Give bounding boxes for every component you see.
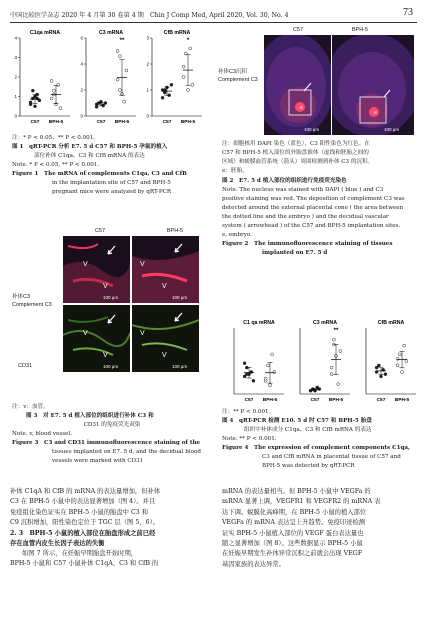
- fig3-row1-cn: 补体C3: [12, 294, 31, 300]
- data-point: [330, 373, 333, 376]
- data-point: [50, 97, 53, 100]
- data-point: [34, 105, 37, 108]
- data-point: [271, 353, 274, 356]
- y-tick-label: 0: [80, 113, 83, 119]
- data-point: [330, 366, 333, 369]
- data-point: [31, 89, 34, 92]
- fig3-row1-en: Complement C3: [12, 302, 52, 308]
- data-point: [50, 79, 53, 82]
- x-category-label: BPH-5: [394, 398, 410, 403]
- fig3-note-en: Note. v, blood vessel.: [12, 431, 72, 437]
- fig2-note-en-4: the dotted line and the embryo ) and the decidual vascular: [222, 214, 389, 220]
- fig4-caption-en-3: BPH-5 was detected by qRT-PCR: [262, 463, 355, 469]
- fig3-caption-en-1: Figure 3 C3 and CD31 immunofluorescence staining of the: [12, 440, 201, 446]
- y-tick-label: 6: [80, 35, 83, 41]
- fig2-note-en-5: system ( arrowhead ) of the C57 and BPH-5 implantation sites.: [222, 223, 401, 229]
- data-point: [29, 103, 32, 106]
- data-point: [189, 47, 192, 50]
- vessel-label: V: [140, 261, 145, 268]
- fig4-caption-cn-2: 组织中补体成分 C1qa、C3 和 CfB mRNA 的表达: [244, 427, 372, 433]
- body-left-line-3: 免疫组化染色证实在 BPH-5 小鼠的胎盘中 C3 和: [10, 508, 149, 516]
- x-category-label: BPH-5: [48, 120, 64, 125]
- x-category-label: C57: [162, 120, 172, 125]
- figure1-charts: [8, 28, 208, 133]
- y-tick-label: 1: [14, 94, 17, 100]
- data-point: [191, 83, 194, 86]
- fig2-scalebar-bph5: 100 μm: [384, 127, 400, 132]
- svg-text:e: e: [374, 110, 377, 116]
- header-rule: [10, 22, 417, 23]
- figure1-captions: [12, 134, 212, 197]
- data-point: [123, 100, 126, 103]
- fig3-caption-en-3: vessels were marked with CD31: [52, 458, 144, 464]
- data-point: [187, 89, 190, 92]
- y-tick-label: 4: [80, 61, 83, 67]
- body-left-line-2: C3 在 BPH-5 小鼠中的表达显著增加（图 4）。并且: [10, 498, 156, 506]
- body-left-line-6: BPH-5 小鼠和 C57 小鼠补体 C1qA、C3 和 CfB 的: [10, 560, 159, 568]
- y-tick-label: 1: [146, 87, 149, 93]
- fig2-note-en-3: detected around the external placental cone ( the area between: [222, 205, 404, 211]
- fig3-bph5-cd31: [132, 305, 199, 372]
- fig4-note-cn: 注：** P < 0.001。: [222, 409, 275, 415]
- data-point: [384, 373, 387, 376]
- data-point: [36, 97, 39, 100]
- fig1-caption-cn-2: 部位补体 C1qa、C3 和 CfB mRNA 的表达: [34, 153, 145, 159]
- data-point: [339, 350, 342, 353]
- data-point: [170, 83, 173, 86]
- data-point: [59, 107, 62, 110]
- fig2-note-cn-1: 注：细胞核用 DAPI 染色（蓝色），C3 阳性染色为红色。在: [222, 141, 370, 147]
- fig1-note-en: Note. * P < 0.05, ** P < 0.001.: [12, 162, 100, 168]
- x-category-label: BPH-5: [262, 398, 278, 403]
- fig3-note-cn: 注：v：血管。: [12, 404, 49, 410]
- data-point: [52, 89, 55, 92]
- data-point: [396, 364, 399, 367]
- fig2-note-cn-4: e：胚胎。: [222, 168, 248, 174]
- fig2-image-bph5: [332, 35, 414, 135]
- x-category-label: C57: [96, 120, 106, 125]
- y-tick-label: 2: [146, 61, 149, 67]
- x-category-label: BPH-5: [180, 120, 196, 125]
- body-right-column: [222, 487, 420, 570]
- fig2-caption-en-2: implanted on E7. 5 d: [262, 250, 328, 256]
- section-heading-line-1: 2. 3 BPH-5 小鼠的植入部位在胎盘形成之前已经: [10, 529, 156, 537]
- fig2-note-en-2: positive staining was red. The deposition of complement C3 was: [222, 196, 405, 202]
- fig1-caption-en-2: in the implantation site of C57 and BPH-5: [52, 180, 171, 186]
- fig2-note-cn-3: 区域）和蜕膜血管系统（箭头）周围检测到补体 C3 的沉积。: [222, 159, 374, 165]
- scale-bar-label: 100 μm: [103, 364, 119, 369]
- data-point: [403, 344, 406, 347]
- fig2-note-en-6: e, embryo.: [222, 232, 252, 238]
- fig2-row-label-cn: 补体C3沉积: [218, 69, 248, 75]
- fig2-note-cn-2: C57 和 BPH-5 植入部位的外胎盘锥体（虚线和胚胎之间的: [222, 150, 369, 156]
- data-point: [182, 65, 185, 68]
- figure4-charts: [222, 318, 422, 413]
- body-left-line-5: 如图 7 所示，在妊娠早期胎盘开始时期，: [22, 549, 138, 557]
- body-right-line-2: mRNA 显著上调，VEGFR1 和 VEGFR2 的 mRNA 表: [222, 498, 381, 506]
- x-category-label: C57: [310, 398, 320, 403]
- data-point: [118, 89, 121, 92]
- significance-marker: **: [333, 328, 339, 334]
- y-tick-label: 0: [14, 113, 17, 119]
- data-point: [337, 383, 340, 386]
- y-tick-label: 0: [146, 113, 149, 119]
- fig3-caption-en-2: tissues implanted on E7. 5 d, and the decidual blood: [52, 449, 201, 455]
- significance-marker: *: [186, 38, 190, 44]
- data-point: [318, 388, 321, 391]
- body-right-line-6: 随之显著增加（图 8）。这些数据显示 BPH-5 小鼠: [222, 540, 363, 548]
- fig4-caption-en-2: C3 and CfB mRNA in placental tissue of C57 and: [262, 454, 401, 460]
- body-right-line-7: 在妊娠早期发生补体异常沉积之前就会出现 VEGF: [222, 550, 363, 558]
- body-left-line-1: 补体 C1qA 和 CfB 的 mRNA 的表达量增加，但补体: [10, 488, 161, 495]
- x-category-label: BPH-5: [114, 120, 130, 125]
- data-point: [375, 366, 378, 369]
- data-point: [243, 362, 246, 365]
- fig4-caption-en-1: Figure 4 The expression of complement components C1qa,: [222, 445, 410, 451]
- data-point: [245, 373, 248, 376]
- body-right-line-8: 基因家族的表达异常。: [222, 560, 285, 568]
- fig4-caption-cn-1: 图 4 qRT-PCR 检测 E10. 5 d 时 C57 和 BPH-5 胎盘: [222, 418, 372, 424]
- chart-title: C1qa mRNA: [30, 30, 60, 36]
- fig2-col-c57: C57: [292, 27, 304, 33]
- vessel-label: V: [140, 330, 145, 337]
- data-point: [398, 353, 401, 356]
- body-right-line-1: mRNA 的表达量相当。但 BPH-5 小鼠中 VEGFa 的: [222, 488, 371, 495]
- data-point: [116, 50, 119, 53]
- y-tick-label: 3: [146, 35, 149, 41]
- body-right-line-4: VEGFa 的 mRNA 表达呈上升趋势。免疫印迹检测: [222, 519, 366, 527]
- data-point: [380, 375, 383, 378]
- data-point: [264, 377, 267, 380]
- data-point: [161, 96, 164, 99]
- data-point: [266, 364, 269, 367]
- scale-bar-label: 100 μm: [172, 364, 188, 369]
- fig2-row-label: [218, 68, 268, 84]
- data-point: [118, 55, 121, 58]
- data-point: [252, 379, 255, 382]
- fig3-col-c57: C57: [94, 228, 106, 234]
- y-tick-label: 4: [14, 35, 17, 41]
- y-tick-label: 2: [80, 87, 83, 93]
- chart-title: CfB mRNA: [377, 320, 405, 326]
- figure2-captions: [222, 140, 420, 258]
- data-point: [57, 83, 60, 86]
- vessel-label: V: [83, 330, 88, 337]
- body-right-line-5: 证实 BPH-5 小鼠植入部位的 VEGF 蛋白表达量也: [222, 529, 364, 537]
- running-header: [10, 8, 417, 22]
- figure4-captions: [222, 408, 422, 471]
- fig3-caption-cn-1: 图 3 对 E7. 5 d 植入部位的组织进行补体 C3 和: [26, 413, 154, 419]
- data-point: [401, 371, 404, 374]
- data-point: [125, 69, 128, 72]
- vessel-label: V: [103, 352, 108, 359]
- fig3-row1-label: [12, 293, 62, 309]
- x-category-label: C57: [30, 120, 40, 125]
- section-heading-line-2: 存在血管内皮生长因子表达的失衡: [10, 539, 105, 547]
- fig1-caption-en-3: pregnant mice were analyzed by qRT-PCR: [52, 189, 172, 195]
- fig1-caption-cn-1: 图 1 qRT-PCR 分析 E7. 5 d C57 和 BPH-5 孕鼠的植入: [12, 144, 168, 150]
- y-tick-label: 3: [14, 55, 17, 61]
- vessel-label: V: [162, 283, 167, 290]
- data-point: [95, 105, 98, 108]
- data-point: [405, 360, 408, 363]
- vessel-label: V: [162, 352, 167, 359]
- chart-title: C3 mRNA: [99, 30, 123, 36]
- data-point: [182, 76, 185, 79]
- fig2-image-c57: [264, 35, 331, 135]
- chart-title: C1 qa mRNA: [243, 320, 275, 326]
- x-category-label: C57: [376, 398, 386, 403]
- x-category-label: BPH-5: [328, 398, 344, 403]
- fig3-c57-c3: [63, 236, 130, 303]
- x-category-label: C57: [244, 398, 254, 403]
- body-left-column: [10, 487, 212, 569]
- data-point: [116, 78, 119, 81]
- journal-citation: 中国比较医学杂志 2020 年 4 月第 30 卷第 4 期 Chin J Comp Med, April 2020, Vol. 30, No. 4: [10, 12, 289, 19]
- body-left-line-4: C9 沉积增加，阳性染色定位于 TGC 层（图 5，6）。: [10, 519, 160, 527]
- fig3-bph5-c3: [132, 236, 199, 303]
- y-tick-label: 2: [14, 74, 17, 80]
- fig3-caption-cn-2: CD31 的免疫荧光双染: [83, 422, 141, 428]
- scale-bar-label: 100 μm: [103, 295, 119, 300]
- body-right-line-3: 达下调。蜕膜化高峰期，在 BPH-5 小鼠的植入部位: [222, 508, 367, 516]
- vessel-label: V: [83, 261, 88, 268]
- page-number: 73: [403, 7, 413, 18]
- figure3-captions: [12, 403, 212, 466]
- fig4-note-en: Note. ** P < 0.001.: [222, 436, 277, 442]
- data-point: [269, 384, 272, 387]
- data-point: [332, 338, 335, 341]
- fig2-row-label-en: Complement C3: [218, 77, 258, 83]
- significance-marker: **: [119, 38, 125, 44]
- chart-title: CfB mRNA: [163, 30, 191, 36]
- fig3-c57-cd31: [63, 305, 130, 372]
- fig1-caption-en-1: Figure 1 The mRNA of complements C1qa, C3 and CfB: [12, 171, 187, 177]
- data-point: [250, 371, 253, 374]
- fig2-scalebar-c57: 100 μm: [304, 127, 320, 132]
- fig2-caption-cn: 图 2 E7. 5 d 植入部位的组织进行免疫荧光染色: [222, 178, 347, 184]
- fig2-caption-en-1: Figure 2 The immunofluorescence staining of tissues: [222, 241, 393, 247]
- fig3-row2-label: CD31: [18, 363, 33, 369]
- scale-bar-label: 100 μm: [172, 295, 188, 300]
- fig2-note-en-1: Note. The nucleus was stained with DAPI ( blue ) and C3: [222, 187, 384, 193]
- fig2-col-bph5: BPH-5: [351, 27, 369, 33]
- fig3-col-bph5: BPH-5: [166, 228, 184, 234]
- fig1-note-cn: 注：* P < 0.05，** P < 0.001。: [12, 135, 99, 141]
- vessel-label: V: [103, 283, 108, 290]
- chart-title: C3 mRNA: [313, 320, 337, 326]
- svg-text:e: e: [300, 105, 303, 111]
- data-point: [245, 366, 248, 369]
